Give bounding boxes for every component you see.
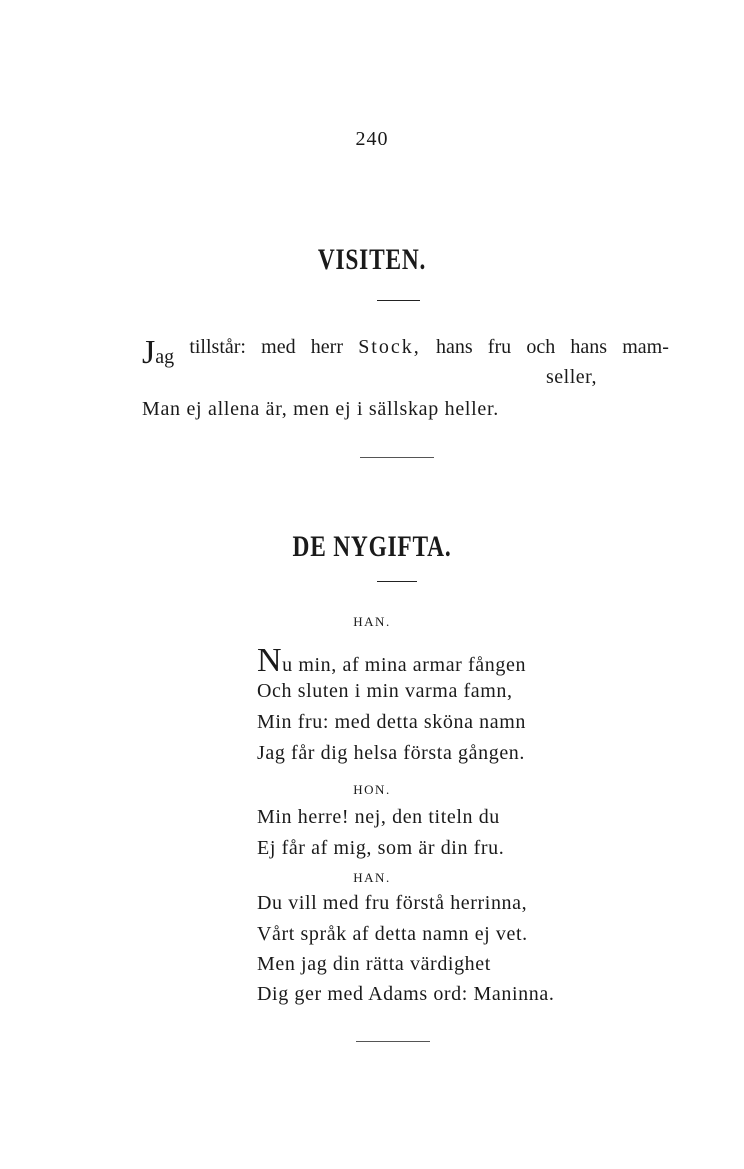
verse-line: Ej får af mig, som är din fru. (257, 837, 505, 859)
line-word: Jag (142, 334, 175, 371)
line-word: hans (570, 336, 608, 358)
verse-line: Vårt språk af detta namn ej vet. (257, 923, 528, 945)
verse-line: Men jag din rätta värdighet (257, 953, 491, 975)
speaker-label: HON. (353, 782, 391, 797)
verse-line: Och sluten i min varma famn, (257, 680, 513, 702)
verse-line: Jag får dig helsa första gången. (257, 742, 525, 764)
section-divider (356, 1041, 430, 1042)
visiten-line-1 (142, 336, 669, 370)
verse-line: Nu min, af mina armar fången (257, 642, 527, 679)
verse-line: Dig ger med Adams ord: Maninna. (257, 983, 555, 1005)
line-word: tillstår: (189, 336, 246, 358)
line-word: fru (487, 336, 512, 358)
line-word: Stock, (358, 336, 421, 358)
poem-title-visiten: VISITEN. (317, 243, 427, 276)
drop-cap: N (257, 642, 283, 679)
line-word: och (526, 336, 556, 358)
poem-title-nygifta: DE NYGIFTA. (292, 530, 452, 563)
line-word: hans (435, 336, 473, 358)
visiten-line-1-continuation: seller, (545, 366, 597, 388)
title-divider (377, 300, 420, 301)
verse-line: Du vill med fru förstå herrinna, (257, 892, 528, 914)
speaker-label: HAN. (353, 870, 391, 885)
page-number: 240 (355, 128, 389, 150)
section-divider (360, 457, 434, 458)
verse-line: Min fru: med detta sköna namn (257, 711, 527, 733)
line-word: mam- (622, 336, 669, 358)
speaker-label: HAN. (353, 614, 391, 629)
line-word: med (261, 336, 296, 358)
title-divider (377, 581, 417, 582)
drop-cap: J (142, 334, 156, 371)
verse-line: Min herre! nej, den titeln du (257, 806, 500, 828)
line-word: herr (310, 336, 343, 358)
visiten-line-2: Man ej allena är, men ej i sällskap heller. (142, 398, 499, 420)
